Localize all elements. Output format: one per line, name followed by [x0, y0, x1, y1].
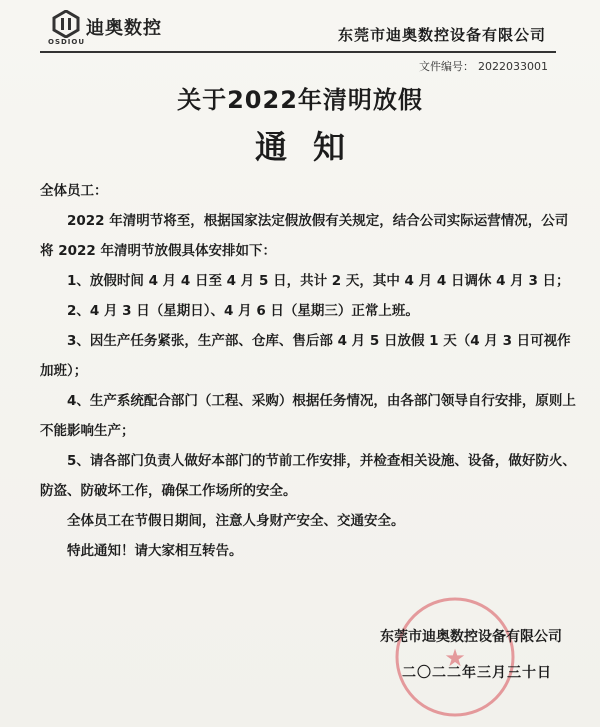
company-logo [48, 8, 168, 48]
company-name-header: 东莞市迪奥数控设备有限公司 [337, 26, 546, 44]
logo-subtitle: OSDIOU [48, 38, 86, 46]
notice-body [40, 176, 580, 566]
header-divider [40, 51, 556, 53]
osdiou-logo-icon [52, 10, 80, 38]
document-title: 关于2022年清明放假 [177, 86, 423, 114]
file-number [415, 58, 548, 74]
list-item: 4、生产系统配合部门（工程、采购）根据任务情况，由各部门领导自行安排，原则上不能影响生产； [40, 393, 576, 439]
list-item: 5、请各部门负责人做好本部门的节前工作安排，并检查相关设施、设备，做好防火、防盗、防破坏工作，确保工作场所的安全。 [40, 453, 576, 499]
company-seal-icon [390, 592, 520, 722]
signature-company: 东莞市迪奥数控设备有限公司 [380, 629, 562, 645]
svg-text:★: ★ [444, 644, 466, 672]
signature-date: 二〇二二年三月三十日 [402, 665, 552, 681]
list-item: 1、放假时间 4 月 4 日至 4 月 5 日，共计 2 天，其中 4 月 4 日调休 4 月 3 日； [67, 273, 570, 289]
reminder-paragraph: 全体员工在节假日期间，注意人身财产安全、交通安全。 [67, 513, 405, 529]
file-number-label: 文件编号： [419, 60, 474, 73]
file-number-value: 2022033001 [478, 60, 548, 73]
list-item: 3、因生产任务紧张，生产部、仓库、售后部 4 月 5 日放假 1 天（4 月 3 日可视作加班）； [40, 333, 571, 379]
greeting: 全体员工： [40, 183, 108, 199]
document-subtitle: 通知 [254, 128, 371, 166]
intro-paragraph: 2022 年清明节将至，根据国家法定假放假有关规定，结合公司实际运营情况，公司将 2022 年清明节放假具体安排如下： [40, 213, 569, 259]
closing-paragraph: 特此通知！请大家相互转告。 [67, 543, 243, 559]
letterhead [0, 0, 600, 73]
list-item: 2、4 月 3 日（星期日）、4 月 6 日（星期三）正常上班。 [67, 303, 419, 319]
logo-name: 迪奥数控 [86, 18, 162, 39]
